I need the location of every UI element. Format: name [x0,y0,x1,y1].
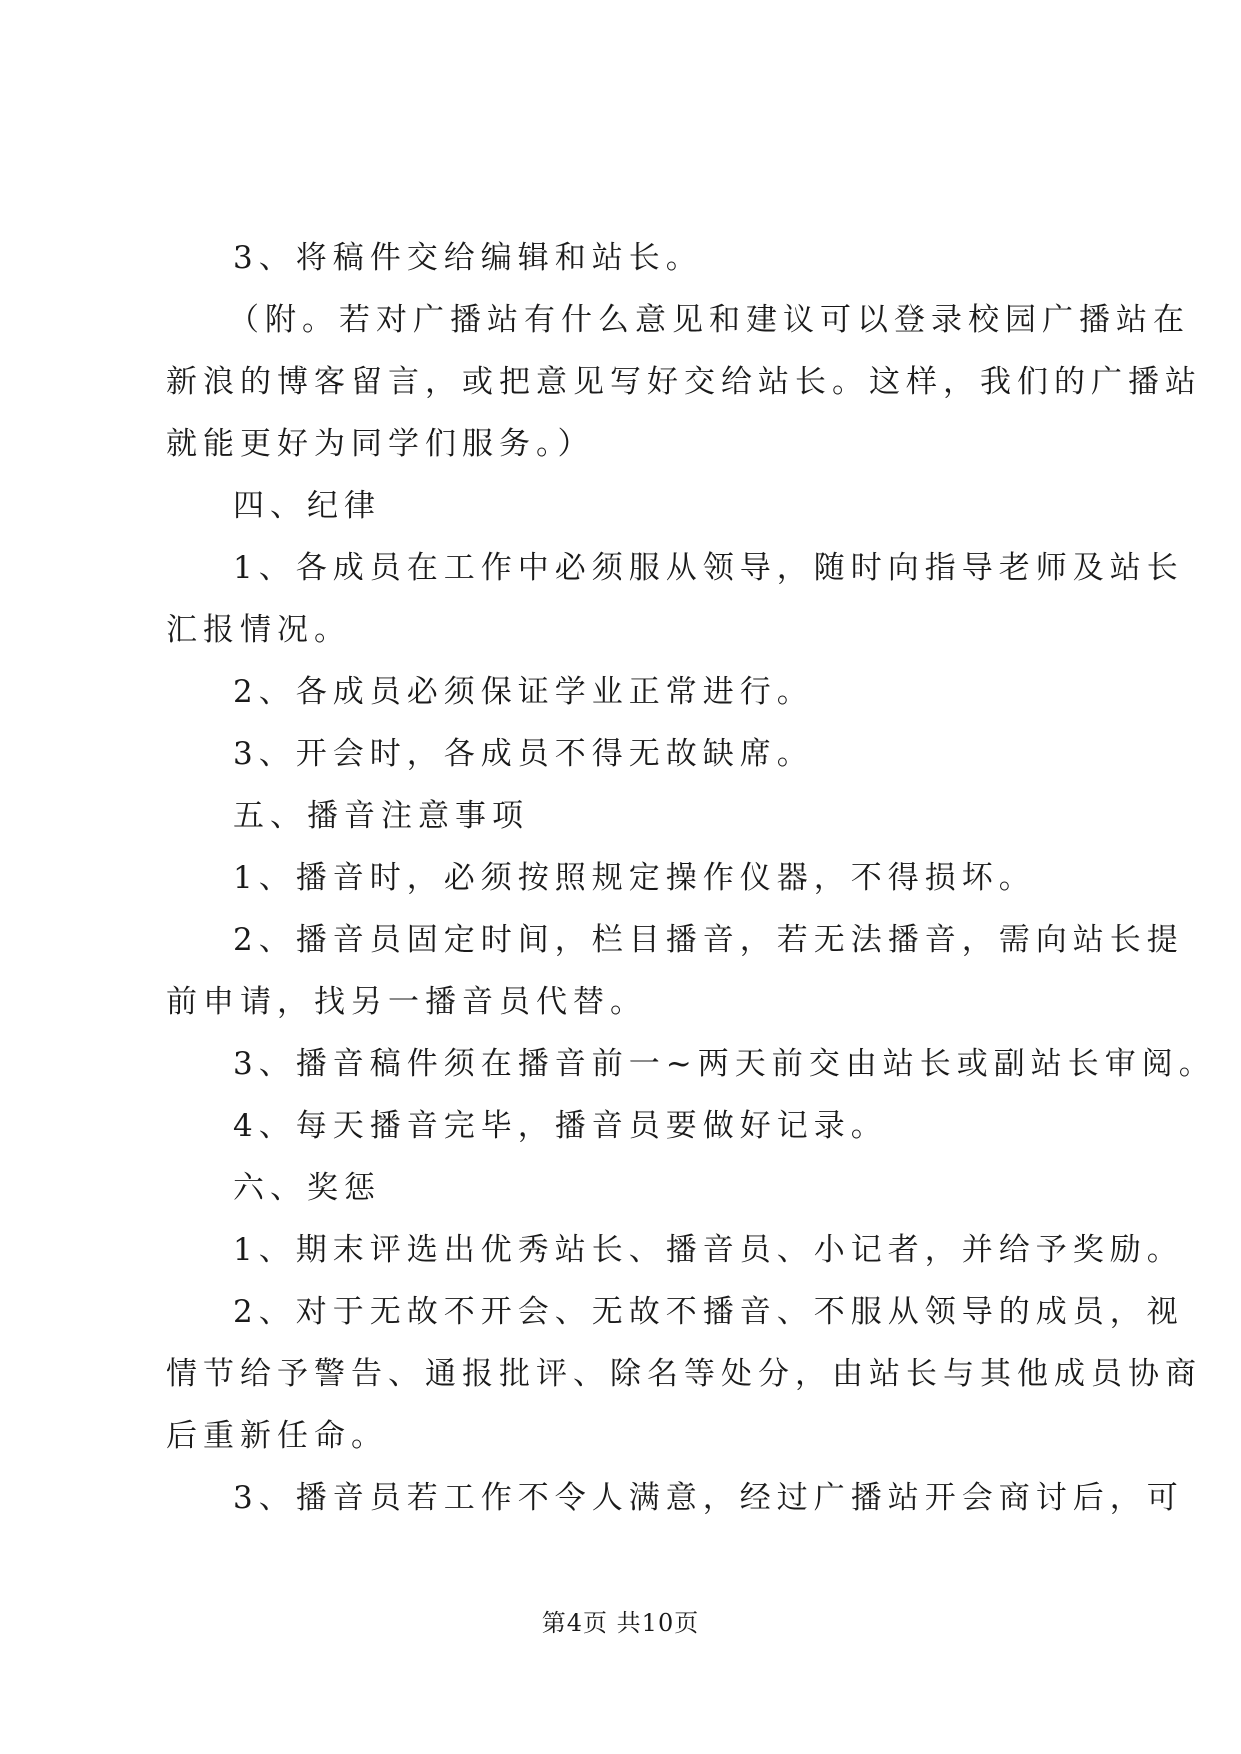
body-line: （附。若对广播站有什么意见和建议可以登录校园广播站在 [228,302,1190,338]
body-line: 后重新任命。 [166,1418,388,1454]
section-heading: 五、播音注意事项 [233,798,529,834]
body-line: 4、每天播音完毕，播音员要做好记录。 [233,1108,888,1144]
body-line: 2、播音员固定时间，栏目播音，若无法播音，需向站长提 [233,922,1184,958]
page-number-footer: 第4页 共10页 [541,1609,700,1637]
body-line: 1、期末评选出优秀站长、播音员、小记者，并给予奖励。 [233,1232,1184,1268]
section-heading: 四、纪律 [233,488,381,524]
body-line: 新浪的博客留言，或把意见写好交给站长。这样，我们的广播站 [166,364,1202,400]
body-line: 汇报情况。 [166,612,351,648]
body-line: 2、各成员必须保证学业正常进行。 [233,674,814,710]
section-heading: 六、奖惩 [233,1170,381,1206]
body-line: 就能更好为同学们服务。） [166,426,595,462]
body-line: 1、各成员在工作中必须服从领导，随时向指导老师及站长 [233,550,1184,586]
body-line: 2、对于无故不开会、无故不播音、不服从领导的成员，视 [233,1294,1184,1330]
body-line: 情节给予警告、通报批评、除名等处分，由站长与其他成员协商 [166,1356,1202,1392]
body-line: 前申请，找另一播音员代替。 [166,984,647,1020]
body-line: 3、将稿件交给编辑和站长。 [233,240,703,276]
body-line: 3、开会时，各成员不得无故缺席。 [233,736,814,772]
body-line: 1、播音时，必须按照规定操作仪器，不得损坏。 [233,860,1036,896]
body-line: 3、播音员若工作不令人满意，经过广播站开会商讨后，可 [233,1480,1184,1516]
body-line: 3、播音稿件须在播音前一~两天前交由站长或副站长审阅。 [233,1046,1216,1082]
